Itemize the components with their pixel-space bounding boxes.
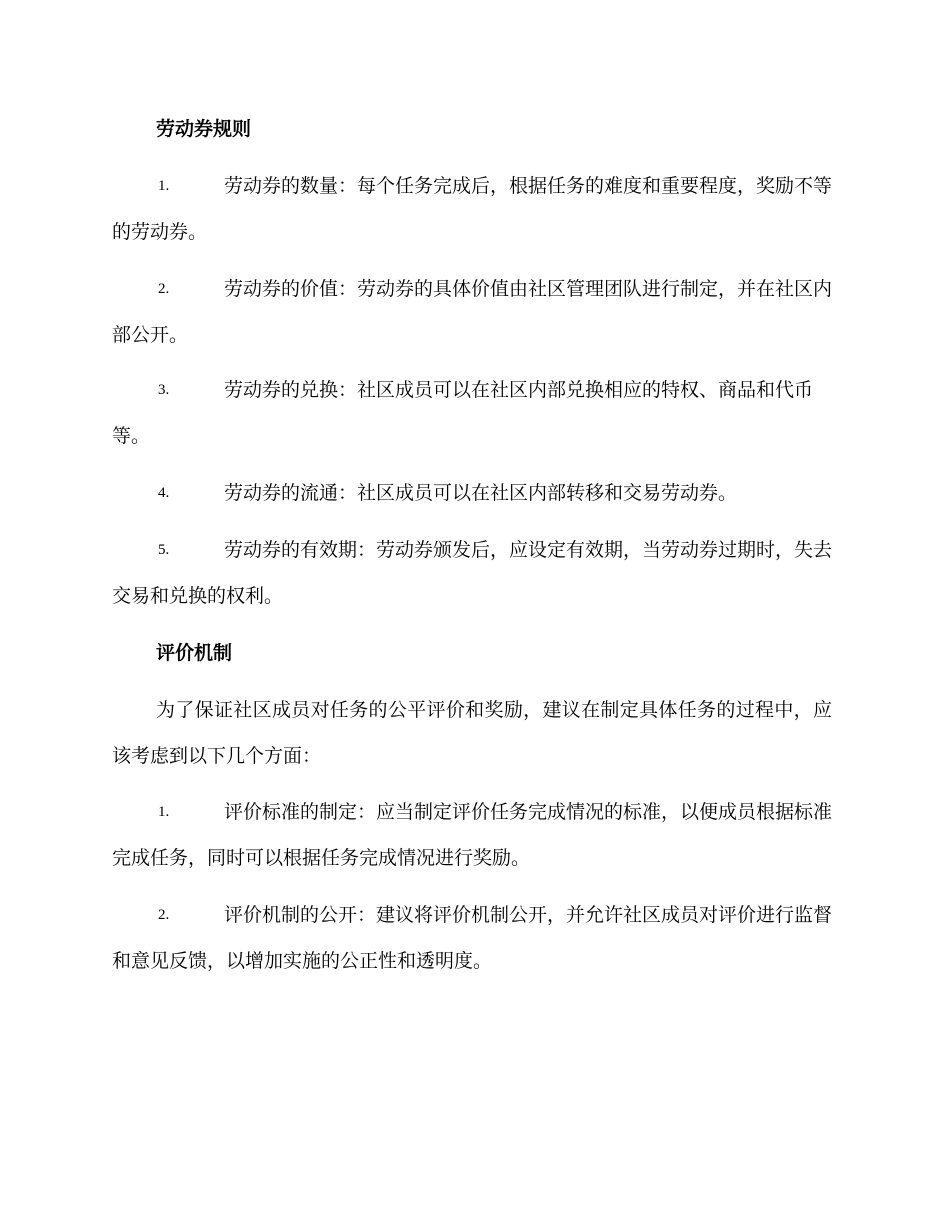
list-item	[112, 892, 832, 984]
list-item-number: 4.	[158, 485, 170, 501]
list-item-number: 2.	[158, 907, 170, 923]
list-item	[112, 470, 832, 516]
list-item-text: 劳动券的价值：劳动券的具体价值由社区管理团队进行制定，并在社区内部公开。	[112, 278, 833, 346]
list-item-number: 2.	[158, 281, 170, 297]
list-item-text: 劳动券的兑换：社区成员可以在社区内部兑换相应的特权、商品和代币等。	[112, 379, 814, 447]
list-item-number: 3.	[158, 382, 170, 398]
list-item	[112, 527, 832, 619]
list-item	[112, 163, 832, 255]
list-item	[112, 789, 832, 881]
list-item-text: 评价标准的制定：应当制定评价任务完成情况的标准，以便成员根据标准完成任务，同时可以根据任务完成情况进行奖励。	[112, 801, 833, 869]
list-item-number: 1.	[158, 804, 170, 820]
list-item	[112, 367, 832, 459]
list-item-text: 劳动券的流通：社区成员可以在社区内部转移和交易劳动券。	[224, 482, 738, 504]
list-item	[112, 266, 832, 358]
section-intro-paragraph: 为了保证社区成员对任务的公平评价和奖励，建议在制定具体任务的过程中，应该考虑到以下几个方面：	[112, 699, 832, 767]
section-heading-evaluation-mechanism: 评价机制	[156, 642, 233, 664]
list-item-text: 劳动券的数量：每个任务完成后，根据任务的难度和重要程度，奖励不等的劳动券。	[112, 175, 833, 243]
list-item-number: 1.	[158, 178, 170, 194]
list-item-number: 5.	[158, 542, 170, 558]
section-heading-labor-voucher-rules: 劳动券规则	[156, 118, 252, 140]
list-item-text: 劳动券的有效期：劳动券颁发后，应设定有效期，当劳动券过期时，失去交易和兑换的权利。	[112, 539, 833, 607]
list-item-text: 评价机制的公开：建议将评价机制公开，并允许社区成员对评价进行监督和意见反馈，以增加实施的公正性和透明度。	[112, 904, 833, 972]
